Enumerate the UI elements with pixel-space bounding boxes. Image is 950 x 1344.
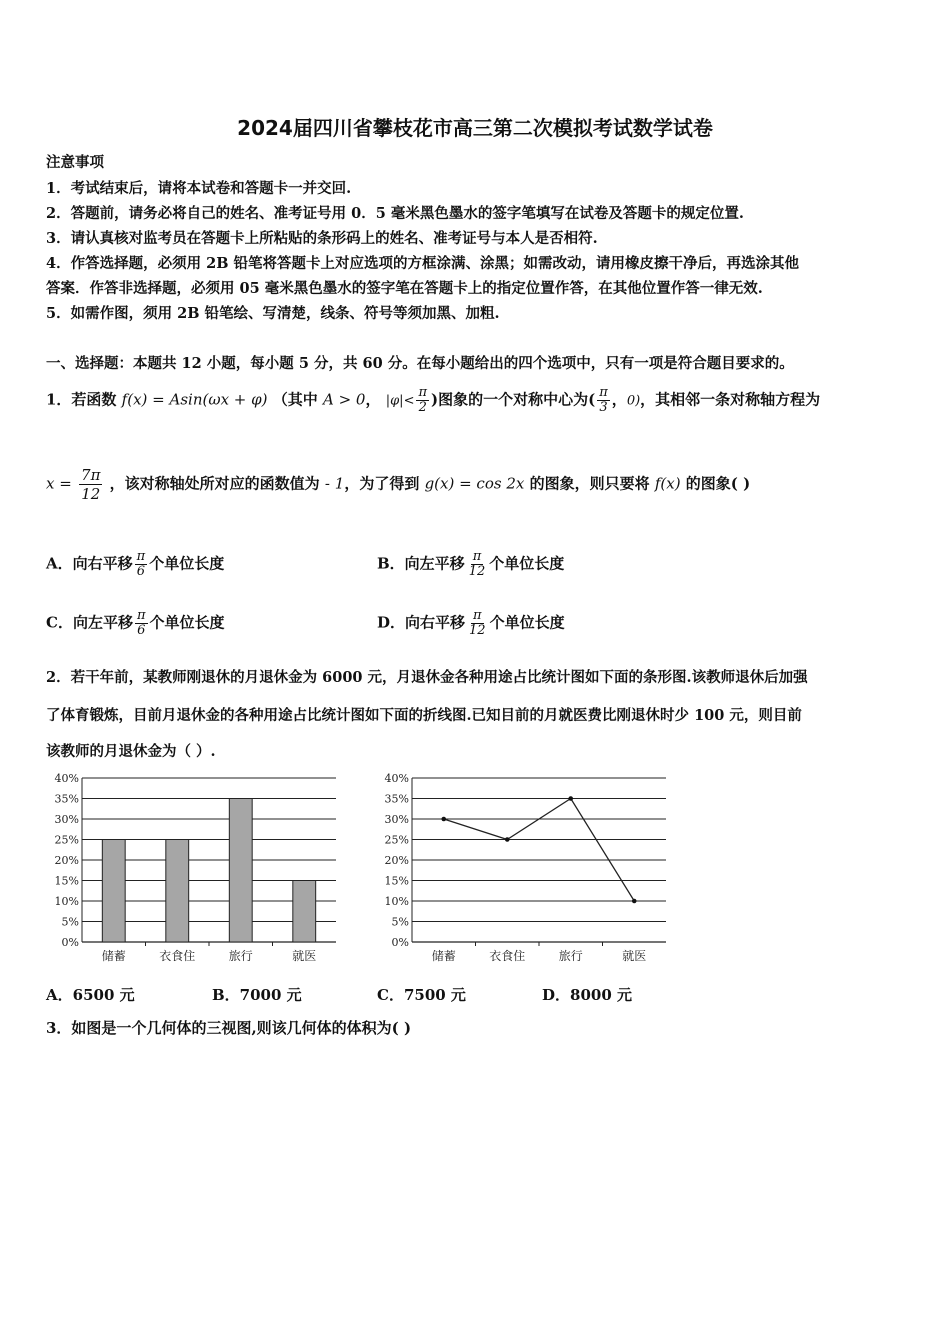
- bar: [166, 840, 189, 943]
- notice-item-4: 4．作答选择题，必须用 2B 铅笔将答题卡上对应选项的方框涂满、涂黑；如需改动，请用橡皮擦干净后，再选涂其他: [46, 255, 800, 272]
- q1-line-2: [46, 466, 750, 503]
- frac-den: 12: [468, 564, 486, 579]
- option-frac: [135, 609, 148, 638]
- q2-line-3: 该教师的月退休金为（ ）.: [46, 743, 216, 760]
- q1-line-1: 1．若函数 f(x) = Asin(ωx + φ) （其中 A > 0， |φ|< $\frac{\pi}{2}$ )图象的一个对称中心为( $\frac{\pi}{3}$ ，0)，其相邻一条对称轴方程为: [46, 385, 821, 415]
- y-tick-label: 5%: [61, 915, 79, 929]
- section-heading: 一、选择题：本题共 12 小题，每小题 5 分，共 60 分。在每小题给出的四个选项中，只有一项是符合题目要求的。: [46, 355, 794, 372]
- frac-den: 2: [418, 400, 427, 415]
- y-tick-label: 30%: [54, 813, 79, 826]
- x-tick-label: 储蓄: [431, 949, 456, 963]
- notice-item-6: 5．如需作图，须用 2B 铅笔绘、写清楚，线条、符号等须加黑、加粗.: [46, 305, 500, 322]
- series-line: [444, 799, 635, 902]
- q1-option-d: [377, 609, 565, 638]
- bar: [229, 799, 252, 943]
- q1-option-c: [46, 609, 225, 638]
- option-frac: [467, 550, 488, 579]
- q1-text-6: ，为了得到: [344, 474, 420, 493]
- option-suffix: 个单位长度: [489, 554, 565, 573]
- frac-num: 7π: [81, 466, 101, 484]
- x-tick-label: 旅行: [558, 949, 583, 963]
- q1-option-a: [46, 550, 224, 579]
- q1-text-5: ，该对称轴处所对应的函数值为: [109, 474, 320, 493]
- frac-den: 6: [137, 623, 146, 638]
- q1-text-3: 图象的一个对称中心为: [438, 390, 589, 409]
- y-tick-label: 10%: [54, 895, 79, 908]
- q2-line-2: 了体育锻炼，目前月退休金的各种用途占比统计图如下面的折线图.已知目前的月就医费比刚退休时少 100 元，则目前: [46, 707, 802, 724]
- q1-formula-g: g(x) = cos 2x: [424, 474, 525, 493]
- q1-minus-one: - 1: [324, 474, 345, 493]
- q1-zero: 0): [626, 393, 641, 409]
- x-tick-label: 衣食住: [489, 949, 526, 963]
- q1-phi-cond: |φ|<: [385, 393, 415, 409]
- x-tick-label: 储蓄: [101, 949, 126, 963]
- q1-text-2: （其中: [272, 390, 318, 409]
- q1-comma: ，: [365, 390, 381, 409]
- q1-text-1: 1．若函数: [46, 390, 117, 409]
- q1-option-b: [377, 550, 564, 579]
- q1-text-4: ，其相邻一条对称轴方程为: [640, 390, 821, 409]
- bar: [293, 881, 316, 943]
- y-tick-label: 0%: [391, 936, 409, 949]
- y-tick-label: 20%: [54, 854, 79, 867]
- option-frac: [467, 609, 488, 638]
- data-point: [441, 817, 446, 822]
- frac-den: 12: [81, 485, 101, 503]
- q2-option-a: A．6500 元: [46, 986, 135, 1004]
- q1-text-8: 的图象( ): [685, 474, 751, 493]
- y-tick-label: 35%: [54, 792, 79, 806]
- option-suffix: 个单位长度: [149, 613, 225, 632]
- y-tick-label: 15%: [54, 874, 79, 888]
- q1-x-eq: x =: [46, 474, 72, 493]
- frac-num: π: [599, 385, 608, 400]
- frac-num: π: [473, 608, 482, 623]
- y-tick-label: 5%: [391, 915, 409, 929]
- x-tick-label: 旅行: [228, 949, 253, 963]
- line-chart: [376, 770, 676, 970]
- frac-den: 12: [469, 623, 486, 638]
- y-tick-label: 25%: [384, 833, 409, 847]
- q2-option-c: C．7500 元: [377, 986, 466, 1004]
- option-suffix: 个单位长度: [489, 613, 565, 632]
- notice-heading: 注意事项: [46, 154, 104, 171]
- data-point: [505, 837, 510, 842]
- x-tick-label: 就医: [292, 949, 317, 963]
- q1-formula-fx: f(x): [654, 474, 681, 493]
- frac-num: π: [472, 549, 482, 564]
- option-prefix: D．向右平移: [377, 613, 466, 632]
- data-point: [568, 796, 573, 801]
- q3-line: 3．如图是一个几何体的三视图,则该几何体的体积为( ): [46, 1019, 412, 1037]
- x-tick-label: 就医: [622, 949, 647, 963]
- page-title: 2024届四川省攀枝花市高三第二次模拟考试数学试卷: [237, 116, 713, 140]
- y-tick-label: 0%: [61, 936, 79, 949]
- q2-option-d: D．8000 元: [542, 986, 632, 1004]
- y-tick-label: 15%: [384, 874, 409, 888]
- option-suffix: 个单位长度: [149, 554, 225, 573]
- data-point: [632, 899, 637, 904]
- y-tick-label: 10%: [384, 895, 409, 908]
- frac-num: π: [136, 608, 146, 623]
- y-tick-label: 40%: [384, 772, 409, 785]
- notice-item-1: 1．考试结束后，请将本试卷和答题卡一并交回.: [46, 180, 352, 197]
- y-tick-label: 35%: [384, 792, 409, 806]
- q2-option-b: B．7000 元: [212, 986, 302, 1004]
- bar: [102, 840, 125, 943]
- frac-den: 3: [599, 400, 608, 415]
- bar-chart: [46, 770, 346, 970]
- q1-frac-7pi-12: [79, 466, 102, 503]
- frac-den: 6: [136, 564, 146, 579]
- q1-formula-f: f(x) = Asin(ωx + φ): [121, 390, 268, 409]
- y-tick-label: 25%: [54, 833, 79, 847]
- notice-item-3: 3．请认真核对监考员在答题卡上所粘贴的条形码上的姓名、准考证号与本人是否相符.: [46, 230, 598, 247]
- y-tick-label: 30%: [384, 813, 409, 826]
- notice-item-5: 答案．作答非选择题，必须用 05 毫米黑色墨水的签字笔在答题卡上的指定位置作答，在其他位置作答一律无效.: [46, 280, 763, 297]
- q1-frac-pi-2: [416, 386, 429, 415]
- frac-num: π: [418, 385, 428, 400]
- q2-line-1: 2．若干年前，某教师刚退休的月退休金为 6000 元，月退休金各种用途占比统计图如下面的条形图.该教师退休后加强: [46, 669, 808, 686]
- option-prefix: C．向左平移: [46, 613, 133, 632]
- option-prefix: B．向左平移: [377, 554, 465, 573]
- x-tick-label: 衣食住: [159, 949, 196, 963]
- q1-text-7: 的图象，则只要将: [529, 474, 650, 493]
- y-tick-label: 40%: [54, 772, 79, 785]
- option-frac: [135, 550, 148, 579]
- notice-item-2: 2．答题前，请务必将自己的姓名、准考证号用 0．5 毫米黑色墨水的签字笔填写在试卷及答题卡的规定位置.: [46, 205, 744, 222]
- option-prefix: A．向右平移: [46, 554, 133, 573]
- y-tick-label: 20%: [384, 854, 409, 867]
- q1-formula-a: A > 0: [322, 390, 366, 409]
- frac-num: π: [136, 549, 146, 564]
- q1-frac-pi-3: [597, 386, 610, 415]
